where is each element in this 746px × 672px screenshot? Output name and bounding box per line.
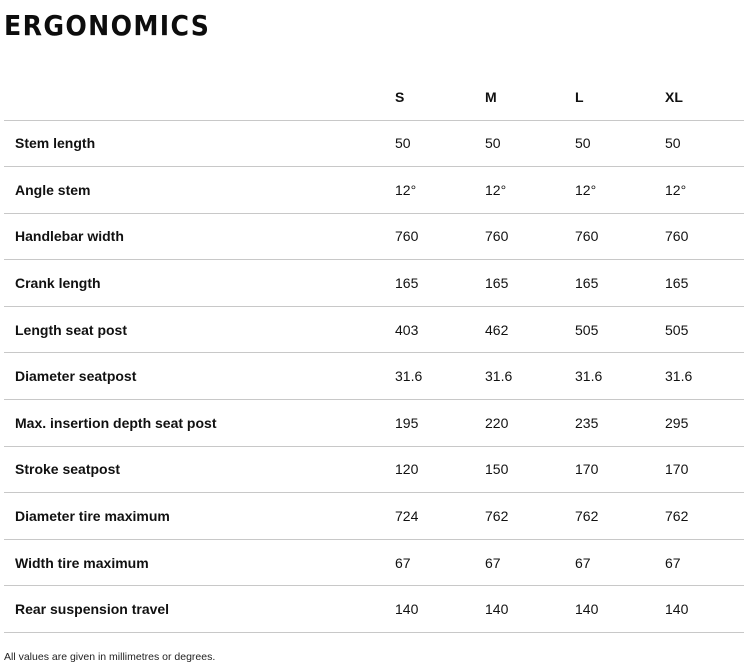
cell-value: 760 <box>665 213 744 260</box>
row-label: Stem length <box>4 120 395 167</box>
cell-value: 170 <box>665 446 744 493</box>
cell-value: 760 <box>485 213 575 260</box>
table-row <box>4 306 744 353</box>
cell-value: 140 <box>665 586 744 633</box>
table-row <box>4 539 744 586</box>
cell-value: 150 <box>485 446 575 493</box>
cell-value: 140 <box>485 586 575 633</box>
table-row <box>4 586 744 633</box>
row-label: Diameter tire maximum <box>4 493 395 540</box>
cell-value: 31.6 <box>575 353 665 400</box>
cell-value: 67 <box>575 539 665 586</box>
row-label: Handlebar width <box>4 213 395 260</box>
table-row <box>4 493 744 540</box>
cell-value: 505 <box>665 306 744 353</box>
table-row <box>4 400 744 447</box>
row-label: Angle stem <box>4 167 395 214</box>
row-label: Diameter seatpost <box>4 353 395 400</box>
table-row <box>4 213 744 260</box>
table-row <box>4 353 744 400</box>
cell-value: 50 <box>395 120 485 167</box>
cell-value: 50 <box>485 120 575 167</box>
cell-value: 12° <box>665 167 744 214</box>
cell-value: 12° <box>575 167 665 214</box>
cell-value: 31.6 <box>395 353 485 400</box>
row-label: Rear suspension travel <box>4 586 395 633</box>
table-header-row <box>4 73 744 120</box>
row-label: Stroke seatpost <box>4 446 395 493</box>
column-header-m: M <box>485 73 575 120</box>
row-label: Crank length <box>4 260 395 307</box>
cell-value: 12° <box>485 167 575 214</box>
cell-value: 295 <box>665 400 744 447</box>
cell-value: 762 <box>485 493 575 540</box>
cell-value: 165 <box>575 260 665 307</box>
table-row <box>4 120 744 167</box>
cell-value: 762 <box>665 493 744 540</box>
cell-value: 505 <box>575 306 665 353</box>
cell-value: 165 <box>485 260 575 307</box>
cell-value: 50 <box>575 120 665 167</box>
cell-value: 462 <box>485 306 575 353</box>
table-row <box>4 167 744 214</box>
page-title: ERGONOMICS <box>4 9 211 42</box>
cell-value: 67 <box>665 539 744 586</box>
cell-value: 12° <box>395 167 485 214</box>
cell-value: 403 <box>395 306 485 353</box>
cell-value: 724 <box>395 493 485 540</box>
table-row <box>4 446 744 493</box>
cell-value: 762 <box>575 493 665 540</box>
row-label: Length seat post <box>4 306 395 353</box>
ergonomics-table <box>4 73 744 633</box>
column-header-l: L <box>575 73 665 120</box>
cell-value: 235 <box>575 400 665 447</box>
footnote: All values are given in millimetres or degrees. <box>4 651 216 663</box>
cell-value: 195 <box>395 400 485 447</box>
cell-value: 220 <box>485 400 575 447</box>
cell-value: 120 <box>395 446 485 493</box>
row-label: Width tire maximum <box>4 539 395 586</box>
row-label: Max. insertion depth seat post <box>4 400 395 447</box>
cell-value: 140 <box>575 586 665 633</box>
cell-value: 50 <box>665 120 744 167</box>
cell-value: 31.6 <box>665 353 744 400</box>
cell-value: 165 <box>395 260 485 307</box>
column-header-s: S <box>395 73 485 120</box>
column-header-xl: XL <box>665 73 744 120</box>
table-row <box>4 260 744 307</box>
cell-value: 140 <box>395 586 485 633</box>
cell-value: 165 <box>665 260 744 307</box>
cell-value: 31.6 <box>485 353 575 400</box>
cell-value: 760 <box>575 213 665 260</box>
cell-value: 760 <box>395 213 485 260</box>
cell-value: 67 <box>485 539 575 586</box>
cell-value: 67 <box>395 539 485 586</box>
cell-value: 170 <box>575 446 665 493</box>
header-empty-cell <box>4 73 395 120</box>
